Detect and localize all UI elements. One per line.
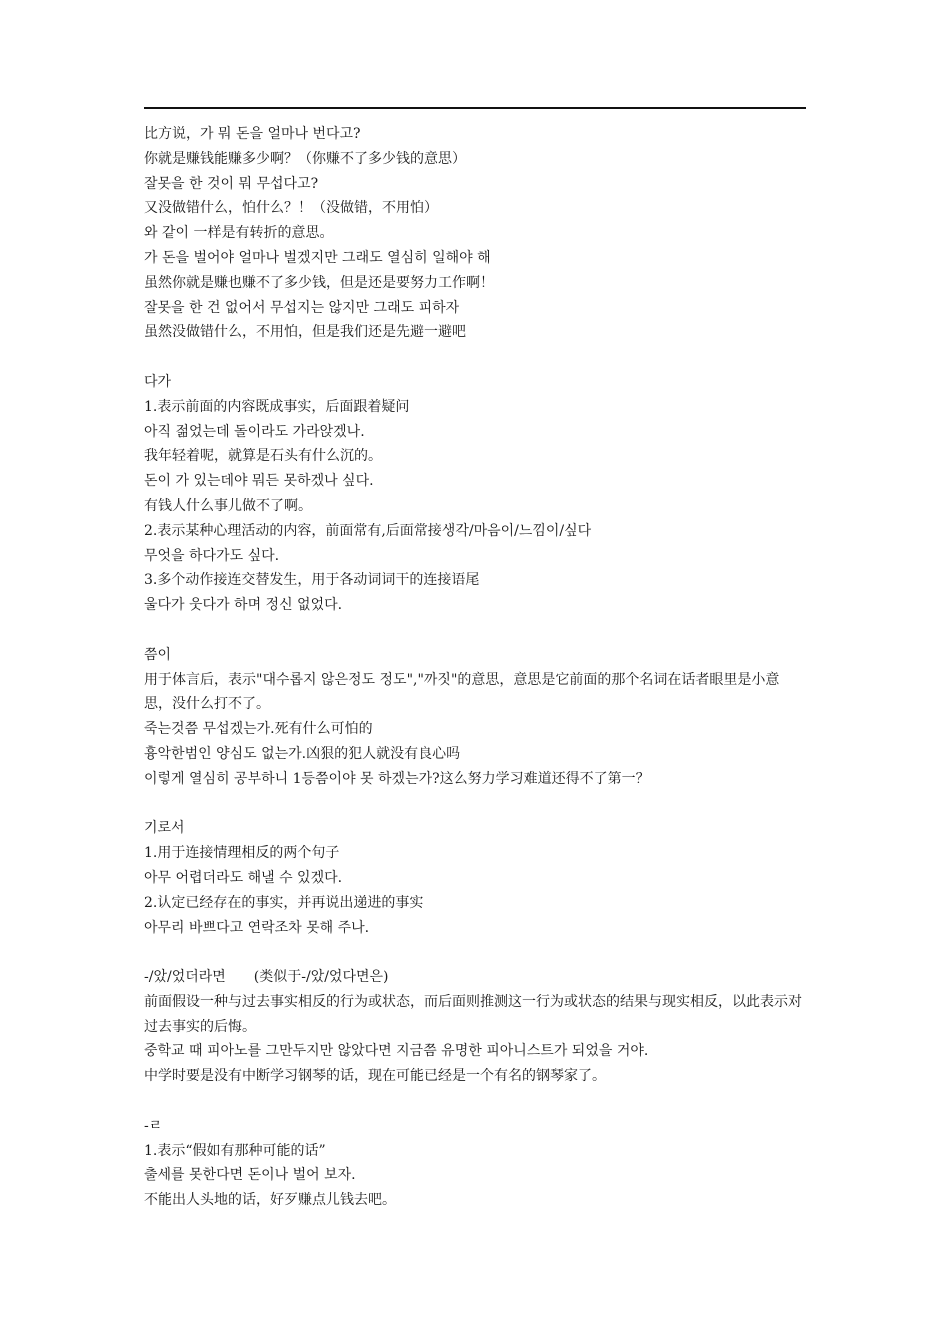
text-line: 比方说，가 뭐 돈을 얼마나 번다고? [144,126,361,142]
text-line: 죽는것쯤 무섭겠는가.死有什么可怕的 [144,721,373,738]
section-l [144,1114,806,1213]
text-line: 돈이 가 있는데야 뭐든 못하겠나 싶다. [144,473,374,490]
text-line: 我年轻着呢，就算是石头有什么沉的。 [144,448,382,465]
section-eotdeoramyeon [144,965,806,1089]
blank-line [144,940,806,965]
text-line: 虽然没做错什么，不用怕，但是我们还是先避一避吧 [144,324,466,341]
text-line: 이렇게 열심히 공부하니 1등쯤이야 못 하겠는가?这么努力学习难道还得不了第一？ [144,770,650,787]
text-line: 아무 어렵더라도 해낼 수 있겠다. [144,869,343,886]
text-line: 用于体言后，表示"대수롭지 않은정도 정도","까짓"的意思，意思是它前面的那个名词在话者眼里是小意思，没什么打不了。 [144,671,780,713]
text-line: 와 같이 一样是有转折的意思。 [144,225,334,242]
text-line: 아직 젊었는데 돌이라도 가라앉겠나. [144,423,365,440]
section-heading: -/았/었더라면 (类似于-/았/었다면은) [144,969,389,986]
text-line: 1.用于连接情理相反的两个句子 [144,845,340,862]
text-line: 2.表示某种心理活动的内容，前面常有,后面常接생각/마음이/느낌이/싶다 [144,522,592,539]
section-intro [144,122,806,345]
text-line: 前面假设一种与过去事实相反的行为或状态，而后面则推测这一行为或状态的结果与现实相反，以此表示对过去事实的后悔。 [144,993,802,1035]
text-line: 출세를 못한다면 돈이나 벌어 보자. [144,1167,356,1184]
text-line: 1.表示“假如有那种可能的话” [144,1142,326,1159]
document-body [144,122,806,1213]
section-daga [144,370,806,618]
section-heading: 기로서 [144,820,185,837]
text-line: 不能出人头地的话，好歹赚点儿钱去吧。 [144,1192,396,1209]
section-heading: 쯤이 [144,646,172,663]
blank-line [144,1089,806,1114]
text-line: 有钱人什么事儿做不了啊。 [144,497,312,514]
text-line: 울다가 웃다가 하며 정신 없었다. [144,597,343,614]
blank-line [144,792,806,817]
text-line: 흉악한범인 양심도 없는가.凶狠的犯人就没有良心吗 [144,745,461,762]
section-giroseo [144,816,806,940]
text-line: 중학교 때 피아노를 그만두지만 않았다면 지금쯤 유명한 피아니스트가 되었을 거야. [144,1043,649,1060]
top-rule [144,107,806,109]
text-line: 虽然你就是赚也赚不了多少钱，但是还是要努力工作啊！ [144,274,494,291]
blank-line [144,618,806,643]
text-line: 1.表示前面的内容既成事实，后面跟着疑问 [144,398,410,415]
text-line: 아무리 바쁘다고 연락조차 못해 주나. [144,919,370,936]
text-line: 가 돈을 벌어야 얼마나 벌겠지만 그래도 열심히 일해야 해 [144,249,491,266]
text-line: 2.认定已经存在的事实，并再说出递进的事实 [144,894,424,911]
text-line: 中学时要是没有中断学习钢琴的话，现在可能已经是一个有名的钢琴家了。 [144,1068,606,1085]
text-line: 3.多个动作接连交替发生，用于各动词词干的连接语尾 [144,572,480,589]
text-line: 잘못을 한 것이 뭐 무섭다고? [144,175,319,192]
section-heading: 다가 [144,373,172,390]
blank-line [144,345,806,370]
text-line: 무엇을 하다가도 싶다. [144,547,280,564]
section-heading: -ㄹ [144,1117,163,1134]
text-line: 잘못을 한 건 없어서 무섭지는 않지만 그래도 피하자 [144,299,460,316]
text-line: 你就是赚钱能赚多少啊？（你赚不了多少钱的意思） [144,150,466,167]
section-jjeumi [144,643,806,792]
text-line: 又没做错什么，怕什么？！（没做错，不用怕） [144,200,438,217]
